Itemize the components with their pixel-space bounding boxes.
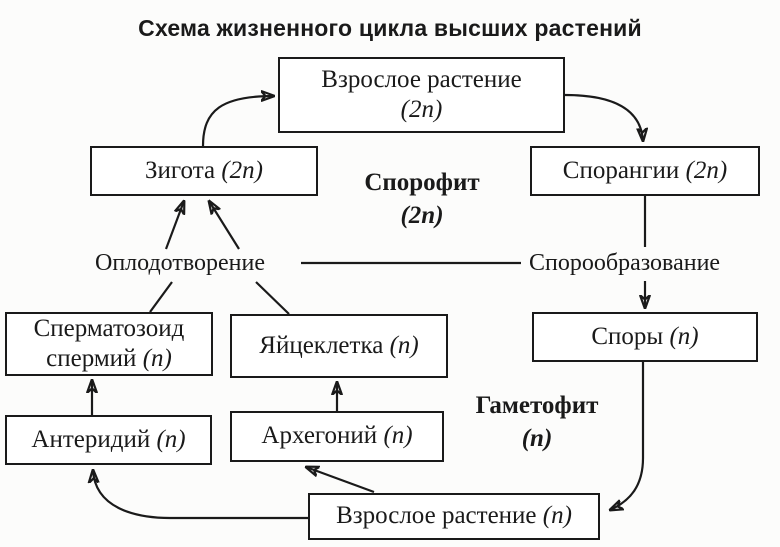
- ploidy-label: (n): [521, 424, 553, 452]
- box-label: Спорангии: [562, 156, 680, 184]
- box-label: Споры: [591, 322, 664, 350]
- box-adult-plant-n: [308, 493, 600, 540]
- box-archegonium: [230, 411, 444, 462]
- box-sporangia: [530, 146, 760, 196]
- arrow-adult-plant-n-to-antheridium: [93, 470, 308, 518]
- ploidy-label: (n): [142, 345, 172, 372]
- ploidy-label: (2n): [400, 96, 443, 123]
- line-spermatozoid-to-fertilization: [150, 282, 172, 312]
- box-adult-plant-2n: [278, 57, 565, 133]
- diagram-title: Схема жизненного цикла высших растений: [138, 15, 642, 41]
- box-label: Взрослое растение: [336, 502, 537, 530]
- arrow-adult-plant-2n-to-sporangia: [565, 95, 643, 141]
- ploidy-label: (n): [669, 322, 699, 350]
- box-antheridium: [5, 415, 212, 465]
- box-label: Сперматозоид: [33, 314, 185, 342]
- ploidy-label: (2n): [221, 156, 263, 184]
- arrow-fertilization-to-zygote-left: [166, 201, 184, 249]
- line-egg-cell-to-fertilization: [256, 282, 289, 314]
- arrow-zygote-to-adult-plant-2n: [203, 96, 274, 146]
- ploidy-label: (2n): [400, 201, 444, 229]
- box-label: Антеридий: [31, 425, 151, 453]
- box-zygote: [90, 146, 318, 196]
- ploidy-label: (n): [156, 425, 186, 453]
- box-egg-cell: [230, 314, 448, 378]
- ploidy-label: (n): [389, 331, 419, 359]
- label-sporophyte: [342, 167, 502, 232]
- ploidy-label: (n): [383, 422, 413, 450]
- box-label: Яйцеклетка: [259, 331, 384, 359]
- stage-name: Гаметофит: [475, 392, 599, 419]
- stage-name: Спорофит: [364, 169, 480, 196]
- label-gametophyte: [457, 390, 617, 455]
- box-spores: [532, 312, 758, 362]
- arrow-fertilization-to-zygote-right: [209, 201, 239, 249]
- arrow-adult-plant-n-to-archegonium: [306, 467, 374, 492]
- ploidy-label: (n): [542, 502, 572, 530]
- label-sporulation: Спорообразование: [529, 250, 721, 276]
- ploidy-label: (2n): [685, 156, 728, 184]
- box-label-2: спермий: [46, 345, 137, 372]
- label-fertilization: Оплодотворение: [95, 250, 266, 276]
- box-label: Взрослое растение: [321, 65, 522, 93]
- box-label: Архегоний: [261, 422, 378, 450]
- box-label: Зигота: [145, 156, 216, 184]
- box-spermatozoid: [5, 312, 213, 376]
